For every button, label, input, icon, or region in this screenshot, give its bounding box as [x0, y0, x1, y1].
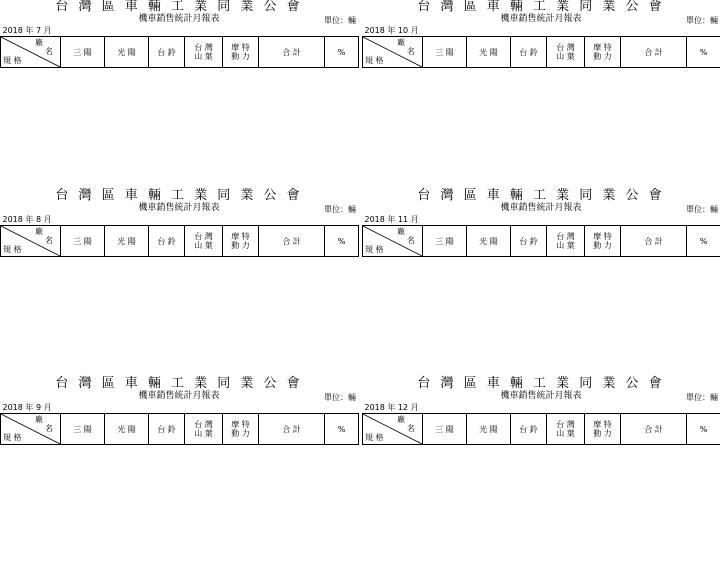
unit-label: 單位：輛 [324, 205, 356, 214]
corner-spec: 規 格 [365, 245, 384, 254]
sales-table [362, 214, 720, 257]
col-header: % [325, 37, 359, 68]
corner-cell [1, 414, 61, 445]
col-header: 合 計 [621, 226, 687, 257]
report-panel [0, 377, 358, 445]
report-panel [362, 189, 720, 257]
col-header: 三 陽 [61, 414, 105, 445]
col-header: 摩 特 動 力 [585, 37, 621, 68]
report-subtitle: 機車銷售統計月報表 [500, 203, 582, 213]
corner-factory: 廠 [397, 38, 405, 47]
corner-spec: 規 格 [365, 56, 384, 65]
corner-factory: 廠 [35, 38, 43, 47]
period-label: 2018 年 9 月 [1, 402, 105, 414]
corner-factory: 廠 [397, 227, 405, 236]
unit-label: 單位：輛 [686, 393, 718, 402]
sales-table [362, 25, 720, 68]
corner-cell [1, 226, 61, 257]
corner-spec: 規 格 [365, 433, 384, 442]
col-header: 台 灣 山 葉 [547, 226, 585, 257]
sales-table [0, 25, 359, 68]
col-header: 摩 特 動 力 [585, 414, 621, 445]
corner-cell [363, 226, 423, 257]
col-header: 台 灣 山 葉 [185, 37, 223, 68]
corner-factory: 廠 [35, 415, 43, 424]
sales-table [0, 214, 359, 257]
report-subtitle: 機車銷售統計月報表 [138, 203, 220, 213]
col-header: 三 陽 [61, 37, 105, 68]
col-header: 光 陽 [105, 37, 149, 68]
col-header: 台 鈴 [511, 226, 547, 257]
period-label: 2018 年 7 月 [1, 25, 105, 37]
col-header: 台 灣 山 葉 [185, 414, 223, 445]
corner-name: 名 [407, 424, 415, 433]
col-header: 合 計 [259, 226, 325, 257]
col-header: 摩 特 動 力 [223, 226, 259, 257]
period-label: 2018 年 11 月 [363, 214, 467, 226]
unit-label: 單位：輛 [686, 16, 718, 25]
col-header: 台 鈴 [149, 226, 185, 257]
corner-name: 名 [407, 47, 415, 56]
corner-name: 名 [45, 47, 53, 56]
col-header: 合 計 [621, 414, 687, 445]
corner-spec: 規 格 [3, 245, 22, 254]
col-header: 光 陽 [105, 226, 149, 257]
col-header: % [325, 226, 359, 257]
col-header: 台 鈴 [511, 414, 547, 445]
unit-label: 單位：輛 [324, 393, 356, 402]
report-panel [0, 0, 358, 68]
col-header: 光 陽 [467, 414, 511, 445]
report-title: 台 灣 區 車 輛 工 業 同 業 公 會 [55, 0, 303, 14]
col-header: 三 陽 [61, 226, 105, 257]
corner-spec: 規 格 [3, 56, 22, 65]
report-title: 台 灣 區 車 輛 工 業 同 業 公 會 [55, 188, 303, 203]
col-header: 光 陽 [467, 37, 511, 68]
col-header: 摩 特 動 力 [223, 414, 259, 445]
report-panel [362, 0, 720, 68]
corner-factory: 廠 [35, 227, 43, 236]
sales-table [362, 402, 720, 445]
report-panel [362, 377, 720, 445]
col-header: 摩 特 動 力 [223, 37, 259, 68]
col-header: % [687, 37, 720, 68]
corner-factory: 廠 [397, 415, 405, 424]
corner-cell [363, 414, 423, 445]
report-panel [0, 189, 358, 257]
report-title: 台 灣 區 車 輛 工 業 同 業 公 會 [417, 376, 665, 391]
corner-name: 名 [45, 236, 53, 245]
col-header: 三 陽 [423, 226, 467, 257]
col-header: 台 鈴 [149, 414, 185, 445]
period-label: 2018 年 10 月 [363, 25, 467, 37]
corner-spec: 規 格 [3, 433, 22, 442]
col-header: 光 陽 [467, 226, 511, 257]
report-title: 台 灣 區 車 輛 工 業 同 業 公 會 [417, 188, 665, 203]
corner-cell [363, 37, 423, 68]
col-header: 台 灣 山 葉 [185, 226, 223, 257]
period-label: 2018 年 8 月 [1, 214, 105, 226]
report-subtitle: 機車銷售統計月報表 [500, 14, 582, 24]
period-label: 2018 年 12 月 [363, 402, 467, 414]
col-header: 光 陽 [105, 414, 149, 445]
report-title: 台 灣 區 車 輛 工 業 同 業 公 會 [55, 376, 303, 391]
col-header: % [687, 226, 720, 257]
report-subtitle: 機車銷售統計月報表 [500, 391, 582, 401]
col-header: 三 陽 [423, 414, 467, 445]
report-subtitle: 機車銷售統計月報表 [138, 391, 220, 401]
report-subtitle: 機車銷售統計月報表 [138, 14, 220, 24]
sales-table [0, 402, 359, 445]
report-title: 台 灣 區 車 輛 工 業 同 業 公 會 [417, 0, 665, 14]
col-header: 合 計 [259, 37, 325, 68]
col-header: 合 計 [621, 37, 687, 68]
col-header: 台 鈴 [149, 37, 185, 68]
col-header: 台 灣 山 葉 [547, 37, 585, 68]
col-header: % [687, 414, 720, 445]
unit-label: 單位：輛 [324, 16, 356, 25]
col-header: 合 計 [259, 414, 325, 445]
corner-name: 名 [45, 424, 53, 433]
corner-cell [1, 37, 61, 68]
col-header: 台 灣 山 葉 [547, 414, 585, 445]
corner-name: 名 [407, 236, 415, 245]
col-header: 台 鈴 [511, 37, 547, 68]
col-header: 摩 特 動 力 [585, 226, 621, 257]
col-header: 三 陽 [423, 37, 467, 68]
unit-label: 單位：輛 [686, 205, 718, 214]
col-header: % [325, 414, 359, 445]
